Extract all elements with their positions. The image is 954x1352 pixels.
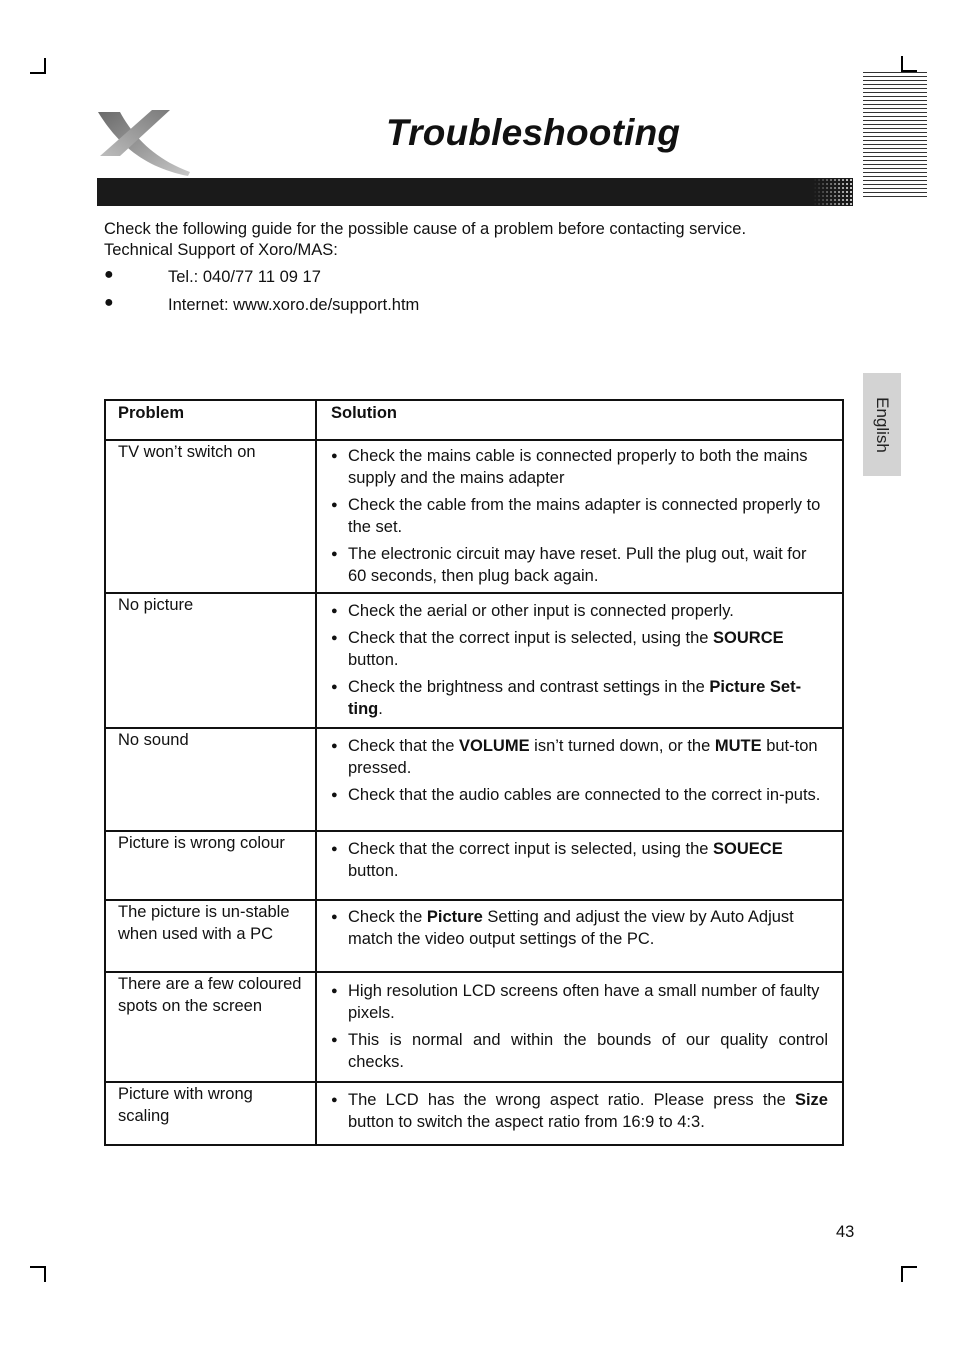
problem-cell: The picture is un-stable when used with a PC bbox=[105, 900, 316, 972]
solution-cell bbox=[316, 1082, 843, 1145]
intro-line-2: Technical Support of Xoro/MAS: bbox=[104, 241, 338, 259]
header-problem: Problem bbox=[105, 400, 316, 440]
problem-cell: There are a few coloured spots on the screen bbox=[105, 972, 316, 1082]
solution-cell bbox=[316, 728, 843, 831]
bullet-icon: ● bbox=[104, 294, 114, 311]
header-solution: Solution bbox=[316, 400, 843, 440]
title-bar bbox=[97, 178, 853, 206]
problem-cell: No sound bbox=[105, 728, 316, 831]
crop-mark-top-right bbox=[901, 56, 917, 72]
solution-item: ● High resolution LCD screens often have a small number of faulty pixels. bbox=[331, 980, 828, 1024]
table-row bbox=[105, 900, 843, 972]
problem-cell: No picture bbox=[105, 593, 316, 728]
solution-item: ● Check that the audio cables are connected to the correct in-puts. bbox=[331, 784, 828, 806]
title-bar-dot-pattern bbox=[813, 178, 853, 206]
solution-item: ● The LCD has the wrong aspect ratio. Please press the Size button to switch the aspect ratio from 16:9 to 4:3. bbox=[331, 1089, 828, 1133]
table-row bbox=[105, 831, 843, 900]
solution-cell bbox=[316, 972, 843, 1082]
problem-cell: Picture with wrong scaling bbox=[105, 1082, 316, 1145]
intro-line-1: Check the following guide for the possible cause of a problem before contacting service. bbox=[104, 220, 747, 238]
contact-internet-text: Internet: www.xoro.de/support.htm bbox=[168, 296, 420, 314]
table-header-row bbox=[105, 400, 843, 440]
solution-cell bbox=[316, 440, 843, 593]
decorative-stripes bbox=[863, 72, 927, 200]
table-row bbox=[105, 728, 843, 831]
crop-mark-bottom-left bbox=[30, 1266, 46, 1282]
bullet-icon: ● bbox=[104, 266, 114, 283]
problem-cell: Picture is wrong colour bbox=[105, 831, 316, 900]
contact-phone-text: Tel.: 040/77 11 09 17 bbox=[168, 268, 321, 286]
solution-cell bbox=[316, 593, 843, 728]
language-tab bbox=[863, 373, 901, 476]
table-row bbox=[105, 593, 843, 728]
xoro-x-logo-icon bbox=[94, 108, 194, 180]
crop-mark-top-left bbox=[30, 58, 46, 74]
problem-cell: TV won’t switch on bbox=[105, 440, 316, 593]
crop-mark-bottom-right bbox=[901, 1266, 917, 1282]
solution-item: ● The electronic circuit may have reset. Pull the plug out, wait for 60 seconds, then plug back again. bbox=[331, 543, 828, 587]
solution-item: ● Check that the correct input is selected, using the SOURCE button. bbox=[331, 627, 828, 671]
table-row bbox=[105, 1082, 843, 1145]
table-row bbox=[105, 972, 843, 1082]
solution-item: ● This is normal and within the bounds of our quality control checks. bbox=[331, 1029, 828, 1073]
solution-item: ● Check the cable from the mains adapter is connected properly to the set. bbox=[331, 494, 828, 538]
table-row bbox=[105, 440, 843, 593]
solution-item: ● Check the Picture Setting and adjust the view by Auto Adjust match the video output settings of the PC. bbox=[331, 906, 828, 950]
page-title: Troubleshooting bbox=[386, 112, 681, 153]
solution-cell bbox=[316, 831, 843, 900]
solution-item: ● Check the brightness and contrast settings in the Picture Set-ting. bbox=[331, 676, 828, 720]
page-number: 43 bbox=[836, 1223, 855, 1241]
solution-cell bbox=[316, 900, 843, 972]
solution-item: ● Check the mains cable is connected properly to both the mains supply and the mains adapter bbox=[331, 445, 828, 489]
troubleshooting-table bbox=[104, 399, 844, 1146]
solution-item: ● Check that the VOLUME isn’t turned down, or the MUTE but-ton pressed. bbox=[331, 735, 828, 779]
solution-item: ● Check that the correct input is selected, using the SOUECE button. bbox=[331, 838, 828, 882]
language-tab-label: English bbox=[873, 396, 892, 453]
intro-text bbox=[104, 219, 844, 261]
solution-item: ● Check the aerial or other input is connected properly. bbox=[331, 600, 828, 622]
